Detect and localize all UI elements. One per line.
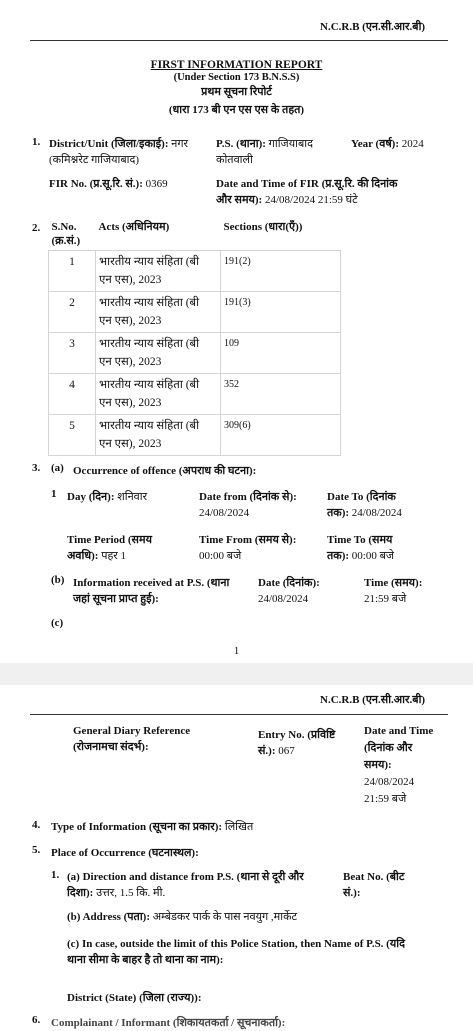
time-period-label-2: अवधि): xyxy=(67,550,99,562)
address-value: अम्बेडकर पार्क के पास नवयुग ,मार्केट xyxy=(152,911,298,923)
fir-number-field xyxy=(49,176,168,192)
year-value: 2024 xyxy=(401,138,424,150)
type-label: Type of Information (सूचना का प्रकार): xyxy=(51,821,223,833)
day-value: शनिवार xyxy=(117,491,148,503)
page-number: 1 xyxy=(233,645,240,657)
place-index: 1. xyxy=(51,869,60,881)
header-rule-page2 xyxy=(30,714,448,715)
sno-cell: 2 xyxy=(49,292,96,333)
gd-datetime-label: Date and Time xyxy=(364,725,434,737)
time-to-value: 00:00 बजे xyxy=(351,550,395,562)
fir-datetime-value: 24/08/2024 21:59 घंटे xyxy=(264,194,358,206)
section-cell: 191(3) xyxy=(221,292,341,333)
gd-datetime-label-3: समय): xyxy=(364,759,392,771)
section-3a-marker: (a) xyxy=(51,462,64,474)
section-5-number: 5. xyxy=(32,844,41,856)
time-period-value: पहर 1 xyxy=(101,550,127,562)
acts-table xyxy=(48,218,341,456)
table-row xyxy=(49,251,341,292)
time-from-field xyxy=(199,532,324,564)
table-row xyxy=(49,292,341,333)
general-diary-label: General Diary Reference (रोजनामचा संदर्भ): xyxy=(73,725,191,753)
sections-header: Sections (धारा(एँ)) xyxy=(223,221,303,233)
ps-label: P.S. (थाना): xyxy=(216,138,266,150)
table-row xyxy=(49,333,341,374)
address-field xyxy=(67,909,297,925)
sno-cell: 3 xyxy=(49,333,96,374)
section-4-number: 4. xyxy=(32,819,41,831)
time-to-label: Time To (समय xyxy=(327,534,393,546)
info-time-field xyxy=(364,575,454,607)
section-cell: 109 xyxy=(221,333,341,374)
section-3-number: 3. xyxy=(32,462,41,474)
section-2-number: 2. xyxy=(32,222,41,234)
acts-table-header xyxy=(49,218,341,251)
section-3c-marker: (c) xyxy=(51,617,64,629)
date-from-value: 24/08/2024 xyxy=(199,507,250,519)
entry-number-value: 067 xyxy=(278,745,295,757)
district-state-label: District (State) (जिला (राज्य)): xyxy=(67,992,202,1004)
time-to-field xyxy=(327,532,452,564)
direction-label: (a) Direction and distance from P.S. (थाना से दूरी और xyxy=(67,871,304,883)
day-field xyxy=(67,489,147,505)
district-value: नगर xyxy=(171,138,189,150)
fir-subtitle-hindi: (धारा 173 बी एन एस एस के तहत) xyxy=(168,104,305,116)
info-time-value: 21:59 बजे xyxy=(364,593,407,605)
district-label: District/Unit (जिला/इकाई): xyxy=(49,138,169,150)
fir-number-value: 0369 xyxy=(145,178,168,190)
table-row xyxy=(49,374,341,415)
time-to-label-2: तक): xyxy=(327,550,350,562)
address-label: (b) Address (पता): xyxy=(67,911,150,923)
occurrence-index: 1 xyxy=(51,488,57,500)
complainant-label: Complainant / Informant (शिकायतकर्ता / सूचनाकर्ता): xyxy=(51,1017,286,1029)
ps-value: गाजियाबाद xyxy=(268,138,313,150)
gd-datetime-field xyxy=(364,723,454,808)
ps-value-2: कोतवाली xyxy=(216,154,253,166)
gd-date-value: 24/08/2024 xyxy=(364,776,415,788)
outside-limit-label: (c) In case, outside the limit of this Police Station, then Name of P.S. (यदि थाना सीमा के बाहर है तो थाना का नाम): xyxy=(67,938,405,966)
time-from-label: Time From (समय से): xyxy=(199,534,297,546)
gd-datetime-label-2: (दिनांक और xyxy=(364,742,413,754)
place-of-occurrence-label: Place of Occurrence (घटनास्थल): xyxy=(51,847,199,859)
info-date-field xyxy=(258,575,358,607)
entry-number-label: Entry No. (प्रविष्टि xyxy=(258,729,336,741)
acts-header: Acts (अधिनियम) xyxy=(98,221,170,233)
sno-cell: 5 xyxy=(49,415,96,456)
sno-header: S.No. (क्र.सं.) xyxy=(51,221,81,247)
act-cell: भारतीय न्याय संहिता (बी एन एस), 2023 xyxy=(96,374,221,415)
entry-number-label-2: सं.): xyxy=(258,745,276,757)
district-field xyxy=(49,136,214,168)
date-to-value: 24/08/2024 xyxy=(351,507,402,519)
year-field xyxy=(351,136,424,152)
act-cell: भारतीय न्याय संहिता (बी एन एस), 2023 xyxy=(96,292,221,333)
section-cell: 191(2) xyxy=(221,251,341,292)
time-from-value: 00:00 बजे xyxy=(199,550,242,562)
table-row xyxy=(49,415,341,456)
section-6-number: 6. xyxy=(32,1014,41,1026)
info-date-label: Date (दिनांक): xyxy=(258,577,320,589)
fir-datetime-label-2: और समय): xyxy=(216,194,263,206)
fir-number-label: FIR No. (प्र.सू.रि. सं.): xyxy=(49,178,143,190)
occurrence-label: Occurrence of offence (अपराध की घटना): xyxy=(73,465,257,477)
fir-title-hindi: प्रथम सूचना रिपोर्ट xyxy=(201,86,272,98)
section-3b-marker: (b) xyxy=(51,574,65,586)
section-1-number: 1. xyxy=(32,136,41,148)
fir-subtitle: (Under Section 173 B.N.S.S) xyxy=(173,72,300,83)
info-received-label: Information received at P.S. (थाना जहां सूचना प्राप्त हुई): xyxy=(73,577,230,605)
date-to-label-2: तक): xyxy=(327,507,350,519)
year-label: Year (वर्ष): xyxy=(351,138,400,150)
ncrb-header-page2: N.C.R.B (एन.सी.आर.बी) xyxy=(320,694,426,706)
time-period-label: Time Period (समय xyxy=(67,534,152,546)
date-from-label: Date from (दिनांक से): xyxy=(199,491,297,503)
sno-cell: 1 xyxy=(49,251,96,292)
direction-value: उत्तर, 1.5 कि. मी. xyxy=(96,887,166,899)
gd-time-value: 21:59 बजे xyxy=(364,793,407,805)
police-station-field xyxy=(216,136,346,168)
entry-number-field xyxy=(258,727,358,759)
info-time-label: Time (समय): xyxy=(364,577,423,589)
direction-distance-field xyxy=(67,869,337,901)
time-period-field xyxy=(67,532,197,564)
header-rule xyxy=(30,40,448,41)
date-to-field xyxy=(327,489,452,521)
info-date-value: 24/08/2024 xyxy=(258,593,309,605)
fir-datetime-label: Date and Time of FIR (प्र.सू.रि. की दिनांक xyxy=(216,178,398,190)
sno-cell: 4 xyxy=(49,374,96,415)
act-cell: भारतीय न्याय संहिता (बी एन एस), 2023 xyxy=(96,251,221,292)
direction-label-2: दिशा): xyxy=(67,887,94,899)
fir-title: FIRST INFORMATION REPORT xyxy=(150,59,323,71)
day-label: Day (दिन): xyxy=(67,491,115,503)
date-from-field xyxy=(199,489,324,521)
date-to-label: Date To (दिनांक xyxy=(327,491,396,503)
act-cell: भारतीय न्याय संहिता (बी एन एस), 2023 xyxy=(96,415,221,456)
page-break xyxy=(0,663,473,685)
act-cell: भारतीय न्याय संहिता (बी एन एस), 2023 xyxy=(96,333,221,374)
beat-number-label: Beat No. (बीट सं.): xyxy=(343,871,405,899)
type-value: लिखित xyxy=(224,821,254,833)
fir-datetime-field xyxy=(216,176,451,208)
district-value-2: (कमिश्नरेट गाजियाबाद) xyxy=(49,154,140,166)
section-cell: 352 xyxy=(221,374,341,415)
section-cell: 309(6) xyxy=(221,415,341,456)
type-of-information-field xyxy=(51,819,253,835)
ncrb-header: N.C.R.B (एन.सी.आर.बी) xyxy=(320,21,426,33)
